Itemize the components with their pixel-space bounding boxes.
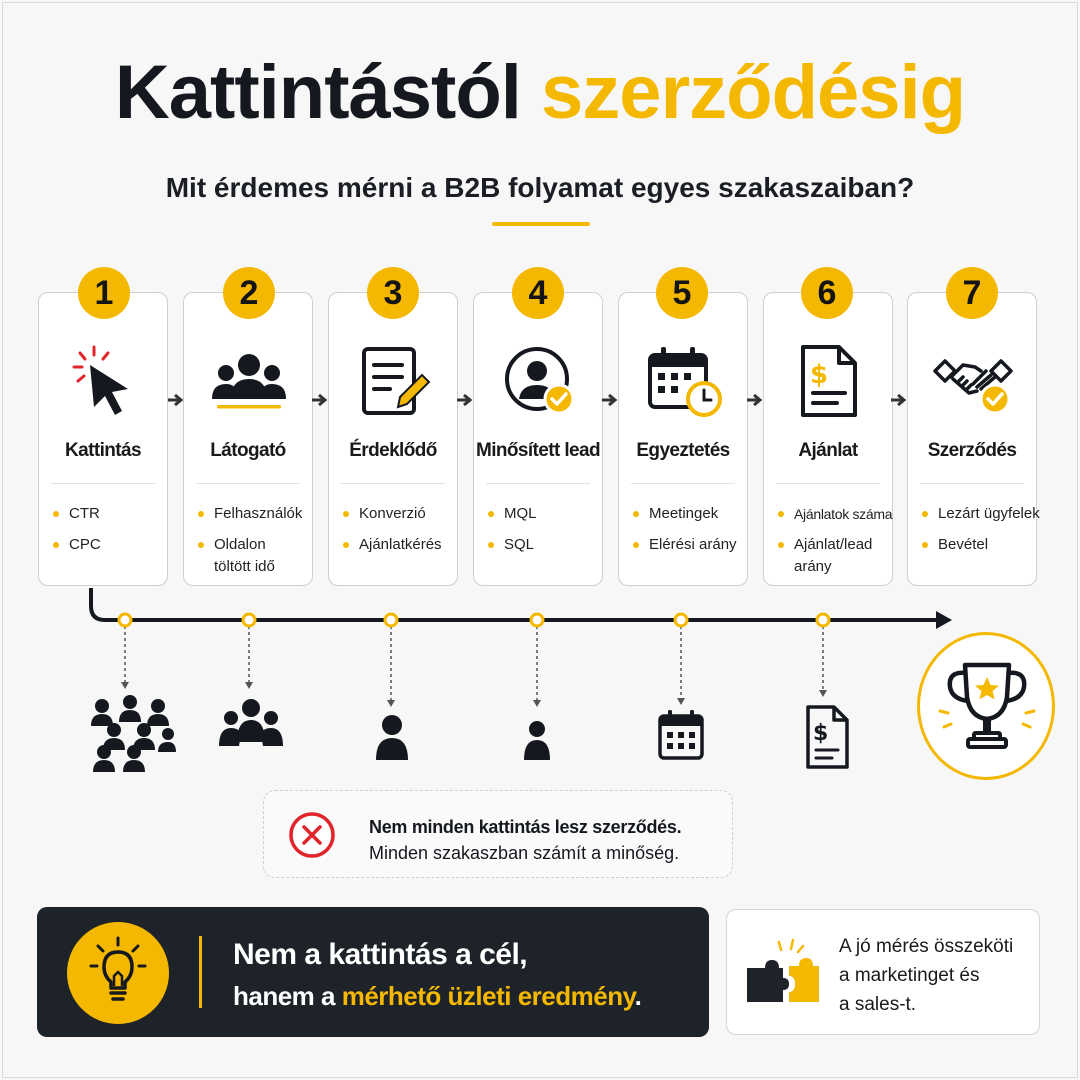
stage-label-7: Szerződés [927,440,1017,461]
stage-label-3: Érdeklődő [349,440,437,461]
metric-item: CTR [53,503,163,525]
stage-card-2 [183,292,313,586]
metric-item: Bevétel [922,534,1032,556]
metric-item: SQL [488,534,598,556]
stage-metrics-7 [922,503,1040,565]
callout-line-2 [233,981,641,1012]
stage-card-5 [618,292,748,586]
stage-divider-6 [776,483,880,484]
title-part-1: Kattintástól [114,50,521,135]
lightbulb-icon [88,936,148,1008]
stage-badge-3: 3 [367,267,419,319]
stage-card-3 [328,292,458,586]
stage-label-2: Látogató [210,440,286,461]
invoice-icon [789,341,869,421]
verified-user-icon [499,341,579,421]
stage-divider-7 [920,483,1024,484]
flow-arrow-icon [601,391,619,409]
callout-highlight: mérhető üzleti eredmény [341,981,635,1011]
stage-card-6 [763,292,893,586]
quality-note [263,790,733,878]
alignment-line-1: A jó mérés összeköti [839,936,1014,957]
trophy-badge [917,632,1055,780]
callout-line-1: Nem a kattintás a cél, [233,938,528,971]
crowd-icon [86,692,176,772]
person-small-icon [523,720,551,760]
svg-text:$: $ [810,360,829,390]
callout-divider [199,936,202,1008]
stage-metrics-1 [53,503,163,565]
title-part-2: szerződésig [541,50,966,135]
stage-divider-4 [486,483,590,484]
stage-metrics-5 [633,503,743,565]
flow-arrow-icon [890,391,908,409]
stage-card-1 [38,292,168,586]
page-title [0,50,1080,135]
error-x-icon [288,811,336,859]
puzzle-icon [743,936,823,1016]
alignment-line-2: a marketinget és [839,965,980,986]
goal-callout [37,907,709,1037]
stage-metrics-3 [343,503,453,565]
lightbulb-badge [67,922,169,1024]
stage-badge-7: 7 [946,267,998,319]
stage-badge-1: 1 [78,267,130,319]
group-icon [219,698,283,748]
metric-item: Lezárt ügyfelek [922,503,1032,525]
stage-divider-3 [341,483,445,484]
metric-item: Konverzió [343,503,453,525]
metric-item: Ajánlatkérés [343,534,453,556]
svg-text:$: $ [813,721,829,746]
note-line-1: Nem minden kattintás lesz szerződés. [369,817,682,837]
metric-item: Felhasználók [198,503,308,525]
stage-badge-5: 5 [656,267,708,319]
person-icon [375,714,409,760]
trophy-icon [930,653,1044,763]
users-icon [209,341,289,421]
stage-metrics-2 [198,503,308,587]
alignment-line-3: a sales-t. [839,994,917,1015]
flow-arrow-icon [167,391,185,409]
calendar-clock-icon [644,341,724,421]
metric-item: Ajánlatok száma [778,503,888,525]
metric-item: Meetingek [633,503,743,525]
page-subtitle: Mit érdemes mérni a B2B folyamat egyes szakaszaiban? [165,172,915,203]
calendar-icon [657,708,705,760]
metric-item: Oldalon töltött idő [198,534,284,578]
stage-label-6: Ajánlat [798,440,858,461]
stage-label-1: Kattintás [65,440,141,461]
stage-metrics-6 [778,503,893,587]
stage-divider-2 [196,483,300,484]
stage-card-7 [907,292,1040,586]
form-edit-icon [354,341,434,421]
flow-arrow-icon [456,391,474,409]
alignment-note [726,909,1040,1035]
stage-card-4 [473,292,603,586]
stage-label-4: Minősített lead [475,440,600,461]
callout-line-2-prefix: hanem a [233,981,342,1011]
stage-label-5: Egyeztetés [636,440,730,461]
title-underline [492,222,590,226]
stage-divider-1 [51,483,155,484]
handshake-check-icon [933,341,1013,421]
cursor-click-icon [64,341,144,421]
metric-item: MQL [488,503,598,525]
stage-badge-6: 6 [801,267,853,319]
note-line-2: Minden szakaszban számít a minőség. [369,843,680,863]
metric-item: CPC [53,534,163,556]
callout-line-2-suffix: . [634,981,642,1011]
flow-arrow-icon [311,391,329,409]
stage-badge-2: 2 [223,267,275,319]
alignment-text [839,932,1013,1019]
flow-arrow-icon [746,391,764,409]
metric-item: Elérési arány [633,534,743,556]
metric-item: Ajánlat/lead arány [778,534,878,578]
stage-divider-5 [631,483,735,484]
stage-badge-4: 4 [512,267,564,319]
invoice-icon [804,704,850,770]
stage-metrics-4 [488,503,598,565]
